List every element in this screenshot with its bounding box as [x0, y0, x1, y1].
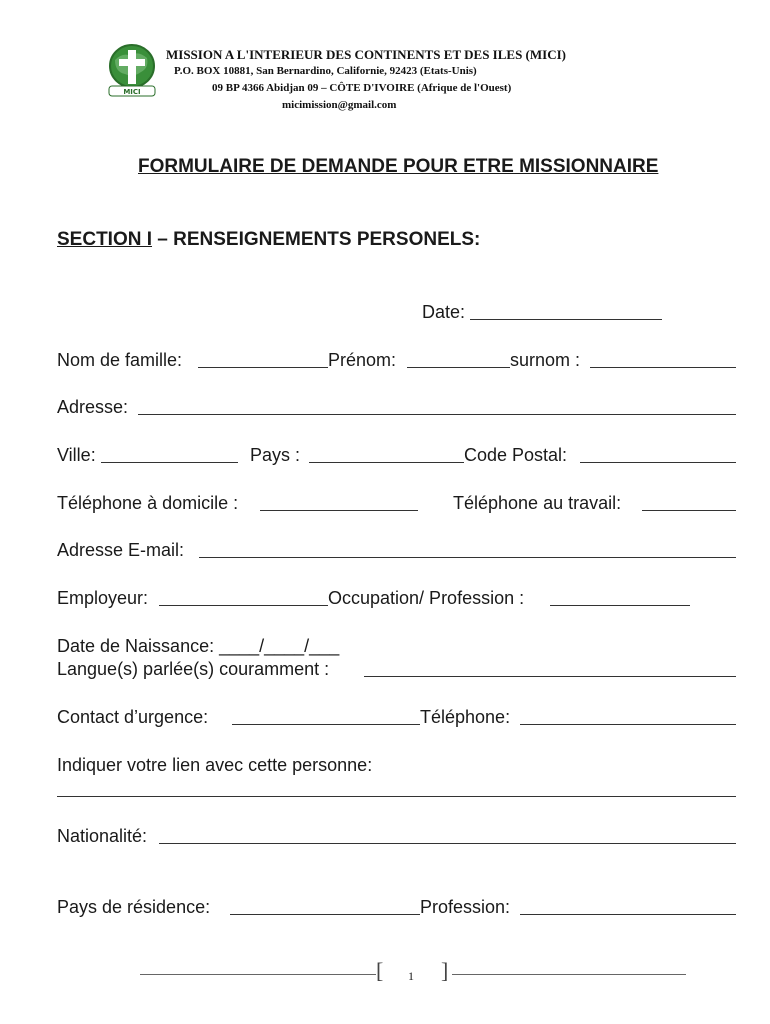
date-field[interactable] — [470, 319, 662, 320]
mission-logo — [103, 42, 161, 98]
occupation-label: Occupation/ Profession : — [328, 588, 525, 608]
nationalite-field[interactable] — [159, 843, 736, 844]
section-title: – RENSEIGNEMENTS PERSONELS: — [152, 229, 481, 250]
pays-label: Pays : — [250, 445, 301, 465]
telephone-label: Téléphone: — [420, 707, 511, 727]
section-heading — [57, 229, 480, 251]
org-address-ci: 09 BP 4366 Abidjan 09 – CÔTE D'IVOIRE (Afrique de l'Ouest) — [212, 82, 512, 94]
profession-field[interactable] — [520, 914, 736, 915]
contact-urgence-field[interactable] — [232, 724, 420, 725]
nom-label: Nom de famille: — [57, 350, 183, 370]
contact-urgence-label: Contact d’urgence: — [57, 707, 209, 727]
pays-residence-label: Pays de résidence: — [57, 897, 211, 917]
section-number: SECTION I — [57, 229, 153, 250]
tel-travail-label: Téléphone au travail: — [453, 493, 622, 513]
logo-text: MICI — [123, 88, 141, 96]
employeur-label: Employeur: — [57, 588, 149, 608]
lien-field[interactable] — [57, 796, 736, 797]
langues-label: Langue(s) parlée(s) couramment : — [57, 659, 330, 679]
org-name: MISSION A L'INTERIEUR DES CONTINENTS ET DES ILES (MICI) — [166, 47, 566, 62]
tel-domicile-field[interactable] — [260, 510, 418, 511]
date-naissance-field[interactable]: Date de Naissance: ____/____/___ — [57, 636, 340, 656]
lien-label: Indiquer votre lien avec cette personne: — [57, 755, 373, 775]
pays-residence-field[interactable] — [230, 914, 420, 915]
prenom-label: Prénom: — [328, 350, 397, 370]
email-field[interactable] — [199, 557, 736, 558]
form-title: FORMULAIRE DE DEMANDE POUR ETRE MISSIONNAIRE — [138, 156, 659, 177]
surnom-label: surnom : — [510, 350, 581, 370]
code-postal-field[interactable] — [580, 462, 736, 463]
org-email: micimission@gmail.com — [282, 99, 397, 111]
page-number: 1 — [408, 969, 414, 983]
footer-rule-right — [452, 974, 686, 975]
langues-field[interactable] — [364, 676, 736, 677]
email-label: Adresse E-mail: — [57, 540, 185, 560]
ville-label: Ville: — [57, 445, 96, 465]
profession-label: Profession: — [420, 897, 511, 917]
footer-bracket-right: ] — [441, 958, 449, 983]
footer-rule-left — [140, 974, 376, 975]
prenom-field[interactable] — [407, 367, 510, 368]
nom-field[interactable] — [198, 367, 328, 368]
occupation-field[interactable] — [550, 605, 690, 606]
nationalite-label: Nationalité: — [57, 826, 148, 846]
date-label: Date: — [422, 302, 466, 322]
ville-field[interactable] — [101, 462, 238, 463]
code-postal-label: Code Postal: — [464, 445, 568, 465]
employeur-field[interactable] — [159, 605, 328, 606]
telephone-field[interactable] — [520, 724, 736, 725]
tel-travail-field[interactable] — [642, 510, 736, 511]
footer-bracket-left: [ — [376, 958, 384, 983]
adresse-field[interactable] — [138, 414, 736, 415]
org-address-us: P.O. BOX 10881, San Bernardino, Californie, 92423 (Etats-Unis) — [174, 65, 477, 77]
pays-field[interactable] — [309, 462, 464, 463]
tel-domicile-label: Téléphone à domicile : — [57, 493, 239, 513]
surnom-field[interactable] — [590, 367, 736, 368]
adresse-label: Adresse: — [57, 397, 129, 417]
